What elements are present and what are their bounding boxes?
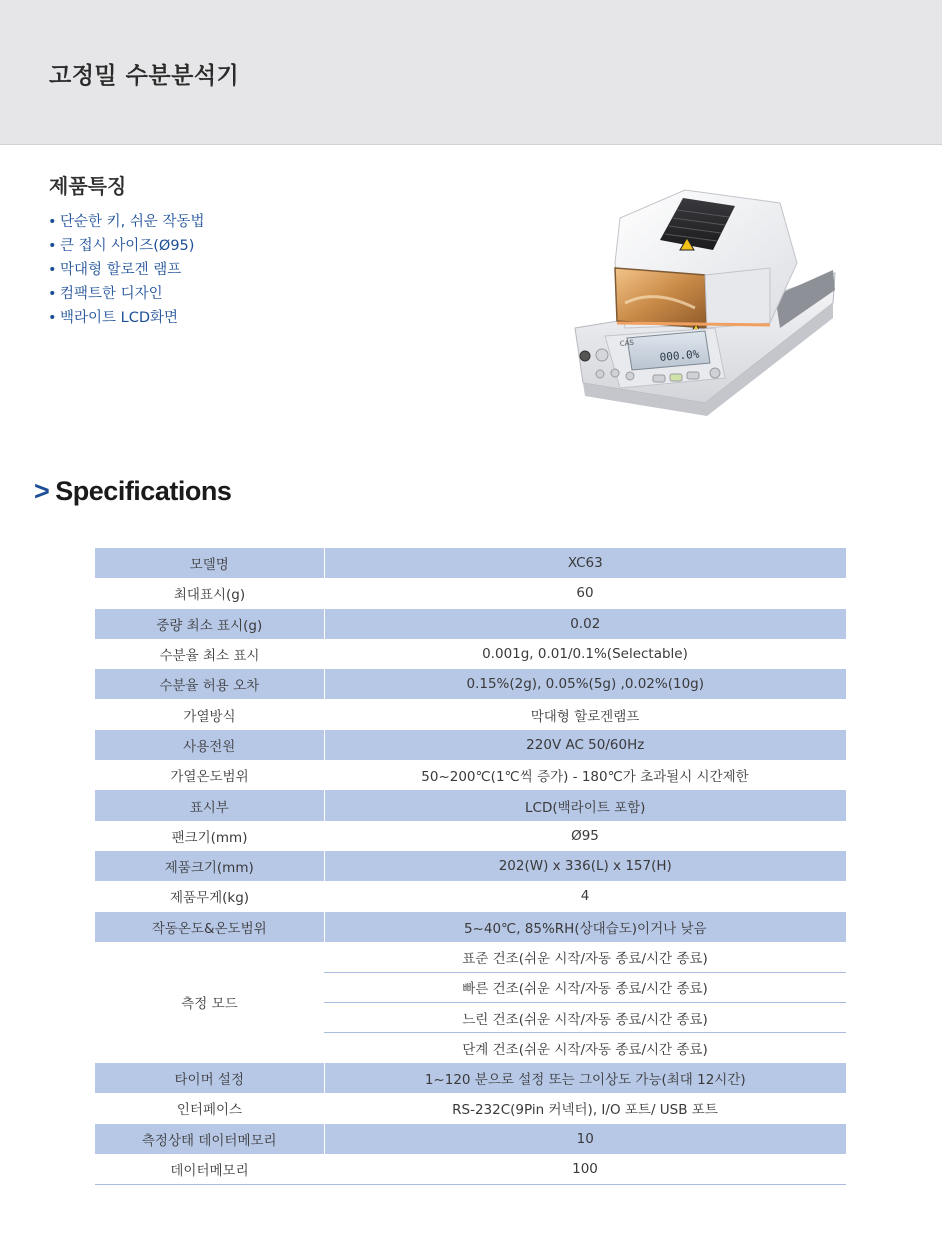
feature-list [48,210,205,330]
spec-label: 데이터메모리 [95,1154,324,1184]
spec-value: 0.15%(2g), 0.05%(5g) ,0.02%(10g) [324,669,846,699]
specifications-heading-text: Specifications [55,476,232,506]
spec-value: 60 [576,585,594,602]
feature-text: 백라이트 LCD화면 [60,310,179,326]
spec-value: 10 [324,1124,846,1154]
spec-value: LCD(백라이트 포함) [324,790,846,820]
lcd-readout: 000.0% [659,347,700,364]
spec-value: 50~200℃(1℃씩 증가) - 180℃가 초과될시 시간제한 [421,769,749,786]
table-row [95,942,846,972]
specifications-table [95,548,846,1185]
spec-label-measurement-mode: 측정 모드 [181,996,238,1013]
spec-label: 모델명 [95,548,324,578]
spec-label: 수분율 최소 표시 [159,648,260,665]
spec-value: 5~40℃, 85%RH(상대습도)이거나 낮음 [324,912,846,942]
spec-value: 표준 건조(쉬운 시작/자동 종료/시간 종료) [324,942,846,972]
spec-label: 가열방식 [183,708,236,725]
page-title: 고정밀 수분분석기 [49,63,240,89]
feature-text: 단순한 키, 쉬운 작동법 [60,214,205,230]
feature-item [48,306,205,330]
table-row [95,821,846,851]
spec-label: 제품크기(mm) [95,851,324,881]
spec-value: 빠른 건조(쉬운 시작/자동 종료/시간 종료) [324,972,846,1002]
spec-label: 인터페이스 [176,1102,243,1119]
bullet-icon: • [48,238,57,254]
feature-text: 큰 접시 사이즈(Ø95) [60,238,195,254]
table-row [95,578,846,608]
spec-value: 202(W) x 336(L) x 157(H) [324,851,846,881]
spec-label: 수분율 허용 오차 [95,669,324,699]
feature-item [48,258,205,282]
spec-value: 0.02 [324,609,846,639]
spec-label: 가열온도범위 [170,769,249,786]
spec-value: 단계 건조(쉬운 시작/자동 종료/시간 종료) [462,1042,708,1059]
spec-value: 느린 건조(쉬운 시작/자동 종료/시간 종료) [324,1002,846,1032]
brand-label: CAS [619,338,635,348]
spec-label: 작동온도&온도범위 [95,912,324,942]
bullet-icon: • [48,262,57,278]
bullet-icon: • [48,310,57,326]
spec-label: 최대표시(g) [173,587,246,604]
header-band [0,0,942,145]
feature-text: 막대형 할로겐 램프 [60,262,182,278]
spec-value: XC63 [324,548,846,578]
table-row [95,912,846,942]
table-row [95,1063,846,1093]
feature-text: 컴팩트한 디자인 [60,286,163,302]
table-row [95,548,846,578]
table-row [95,699,846,729]
spec-label: 타이머 설정 [95,1063,324,1093]
bullet-icon: • [48,286,57,302]
spec-value: 0.001g, 0.01/0.1%(Selectable) [482,646,688,663]
spec-value: 4 [580,888,590,905]
table-row [95,639,846,669]
specifications-heading [34,476,231,507]
spec-value: 1~120 분으로 설정 또는 그이상도 가능(최대 12시간) [324,1063,846,1093]
spec-label: 중량 최소 표시(g) [95,609,324,639]
spec-label: 사용전원 [95,730,324,760]
moisture-analyzer-image [565,178,840,418]
spec-value: 막대형 할로겐램프 [530,708,640,725]
table-row [95,609,846,639]
table-row [95,760,846,790]
spec-label: 제품무게(kg) [169,890,250,907]
spec-value: Ø95 [571,827,599,844]
bullet-icon: • [48,214,57,230]
features-title: 제품특징 [49,174,127,198]
table-row [95,851,846,881]
table-row [95,1124,846,1154]
feature-item [48,282,205,306]
spec-label: 측정상태 데이터메모리 [95,1124,324,1154]
table-row [95,730,846,760]
spec-value: RS-232C(9Pin 커넥터), I/O 포트/ USB 포트 [452,1102,718,1119]
feature-item [48,234,205,258]
feature-item [48,210,205,234]
table-row [95,669,846,699]
spec-value: 100 [324,1154,846,1184]
spec-value: 220V AC 50/60Hz [324,730,846,760]
table-row [95,881,846,911]
table-row [95,1154,846,1184]
spec-label: 표시부 [95,790,324,820]
spec-label: 팬크기(mm) [171,829,248,846]
chevron-right-icon: > [34,476,50,506]
table-row [95,790,846,820]
table-row [95,1093,846,1123]
